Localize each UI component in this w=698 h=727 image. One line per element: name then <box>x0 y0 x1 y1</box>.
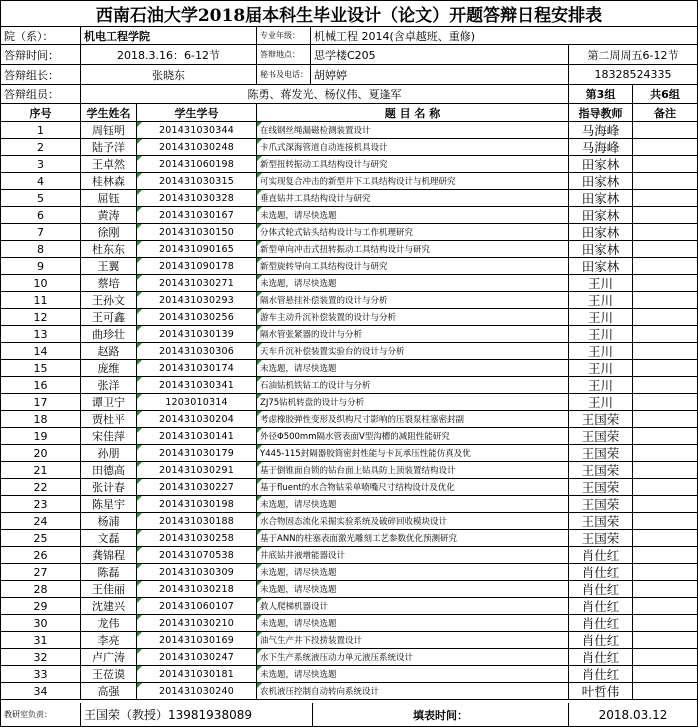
place-label: 答辩地点： <box>257 45 311 64</box>
cell-sid: 201431030174 <box>137 360 257 376</box>
cell-name: 王翼 <box>81 258 137 274</box>
cell-topic: Y445-115封隔器胶筒密封性能与卡瓦承压性能仿真及优 <box>257 445 569 461</box>
cell-seq: 8 <box>1 241 81 257</box>
cell-name: 曲珍壮 <box>81 326 137 342</box>
members-row <box>1 85 697 104</box>
cell-topic: 新型旋转导向工具结构设计与研究 <box>257 258 569 274</box>
cell-topic: 新型扭转振动工具结构设计与研究 <box>257 156 569 172</box>
cell-seq: 27 <box>1 564 81 580</box>
cell-topic: 井底钻井液增能器设计 <box>257 547 569 563</box>
members-label: 答辩组员： <box>1 85 81 103</box>
cell-name: 杨浦 <box>81 513 137 529</box>
cell-teacher: 王国荣 <box>569 411 633 427</box>
table-row <box>1 530 697 547</box>
table-row <box>1 156 697 173</box>
table-row <box>1 428 697 445</box>
cell-topic: 未选题，请尽快选题 <box>257 275 569 291</box>
cell-name: 赵路 <box>81 343 137 359</box>
cell-sid: 201431030188 <box>137 513 257 529</box>
cell-seq: 17 <box>1 394 81 410</box>
cell-sid: 201431030198 <box>137 496 257 512</box>
cell-teacher: 叶哲伟 <box>569 683 633 699</box>
cell-note <box>633 649 697 665</box>
cell-sid: 201431030309 <box>137 564 257 580</box>
cell-sid: 201431030315 <box>137 173 257 189</box>
cell-teacher: 肖仕红 <box>569 547 633 563</box>
table-row <box>1 649 697 666</box>
cell-sid: 201431030139 <box>137 326 257 342</box>
cell-teacher: 肖仕红 <box>569 649 633 665</box>
cell-name: 桂林森 <box>81 173 137 189</box>
cell-note <box>633 530 697 546</box>
cell-seq: 5 <box>1 190 81 206</box>
cell-note <box>633 292 697 308</box>
cell-topic: 基于ANN的柱塞表面激光雕刻工艺参数优化预测研究 <box>257 530 569 546</box>
cell-name: 贾杜平 <box>81 411 137 427</box>
cell-teacher: 田家林 <box>569 190 633 206</box>
secretary-label: 秘书及电话： <box>257 65 311 84</box>
table-row <box>1 275 697 292</box>
cell-topic: 油气生产井下投捞装置设计 <box>257 632 569 648</box>
college-label: 院（系）： <box>1 27 81 44</box>
cell-topic: 救人爬梯机器设计 <box>257 598 569 614</box>
cell-seq: 29 <box>1 598 81 614</box>
table-row <box>1 343 697 360</box>
cell-teacher: 王国荣 <box>569 445 633 461</box>
cell-teacher: 王川 <box>569 309 633 325</box>
table-row <box>1 598 697 615</box>
table-header <box>1 104 697 122</box>
cell-sid: 201431070538 <box>137 547 257 563</box>
table-row <box>1 496 697 513</box>
table-row <box>1 326 697 343</box>
table-row <box>1 445 697 462</box>
table-row <box>1 632 697 649</box>
cell-name: 王可鑫 <box>81 309 137 325</box>
cell-note <box>633 309 697 325</box>
cell-name: 王孙文 <box>81 292 137 308</box>
cell-teacher: 王国荣 <box>569 530 633 546</box>
cell-teacher: 田家林 <box>569 156 633 172</box>
cell-note <box>633 394 697 410</box>
major-label: 专业年级： <box>257 27 311 44</box>
cell-note <box>633 445 697 461</box>
cell-topic: 外径Φ500mm隔水管表面V型沟槽的减阻性能研究 <box>257 428 569 444</box>
cell-name: 王卓然 <box>81 156 137 172</box>
cell-note <box>633 513 697 529</box>
header-teacher: 指导教师 <box>569 104 633 121</box>
cell-seq: 24 <box>1 513 81 529</box>
sheet-title: 西南石油大学2018届本科生毕业设计（论文）开题答辩日程安排表 <box>95 6 603 26</box>
major-value: 机械工程 2014(含卓越班、重修) <box>314 29 476 43</box>
cell-topic: 未选题，请尽快选题 <box>257 360 569 376</box>
group-total: 共6组 <box>650 88 680 101</box>
cell-seq: 1 <box>1 122 81 138</box>
secretary-value: 胡婷婷 <box>311 65 569 84</box>
cell-sid: 201431030204 <box>137 411 257 427</box>
cell-name: 黄涛 <box>81 207 137 223</box>
cell-note <box>633 615 697 631</box>
cell-sid: 201431060198 <box>137 156 257 172</box>
time-label: 答辩时间： <box>1 45 81 64</box>
table-row <box>1 479 697 496</box>
cell-name: 卢广涛 <box>81 649 137 665</box>
group-number: 第3组 <box>569 85 633 103</box>
cell-sid: 201431030167 <box>137 207 257 223</box>
cell-note <box>633 139 697 155</box>
cell-teacher: 王国荣 <box>569 496 633 512</box>
cell-seq: 33 <box>1 666 81 682</box>
leader-row <box>1 65 697 85</box>
cell-seq: 20 <box>1 445 81 461</box>
members-value: 陈勇、蒋发光、杨仪伟、夏逢军 <box>81 85 569 103</box>
cell-seq: 21 <box>1 462 81 478</box>
cell-note <box>633 496 697 512</box>
cell-name: 文磊 <box>81 530 137 546</box>
cell-sid: 201431030240 <box>137 683 257 699</box>
cell-teacher: 田家林 <box>569 207 633 223</box>
table-row <box>1 411 697 428</box>
cell-note <box>633 428 697 444</box>
cell-note <box>633 683 697 699</box>
cell-teacher: 王川 <box>569 377 633 393</box>
footer-head-label: 教研室负责： <box>1 703 81 726</box>
cell-sid: 201431030258 <box>137 530 257 546</box>
table-row <box>1 513 697 530</box>
header-note: 备注 <box>654 106 676 120</box>
cell-seq: 26 <box>1 547 81 563</box>
table-row <box>1 377 697 394</box>
cell-topic: 基于fluent的水合物钻采单喷嘴尺寸结构设计及优化 <box>257 479 569 495</box>
cell-teacher: 王川 <box>569 292 633 308</box>
cell-note <box>633 479 697 495</box>
table-row <box>1 309 697 326</box>
header-name: 学生姓名 <box>81 104 137 121</box>
time-row <box>1 45 697 65</box>
cell-topic: 垂直钻井工具结构设计与研究 <box>257 190 569 206</box>
place-value: 思学楼C205 <box>311 45 569 64</box>
cell-note <box>633 666 697 682</box>
cell-seq: 6 <box>1 207 81 223</box>
cell-sid: 1203010314 <box>137 394 257 410</box>
table-row <box>1 139 697 156</box>
cell-topic: 基于倒锥面自锁的钻台面上钻具防上顶装置结构设计 <box>257 462 569 478</box>
cell-seq: 16 <box>1 377 81 393</box>
footer-date-value: 2018.03.12 <box>598 707 668 722</box>
cell-name: 沈建兴 <box>81 598 137 614</box>
cell-seq: 31 <box>1 632 81 648</box>
cell-topic: 未选题，请尽快选题 <box>257 564 569 580</box>
weekday-value: 第二周周五6-12节 <box>587 48 679 62</box>
footer-head-value: 王国荣（教授）13981938089 <box>81 703 313 726</box>
cell-note <box>633 343 697 359</box>
cell-teacher: 田家林 <box>569 224 633 240</box>
table-row <box>1 683 697 700</box>
cell-seq: 14 <box>1 343 81 359</box>
cell-topic: 新型单向冲击式扭转振动工具结构设计与研究 <box>257 241 569 257</box>
cell-name: 王莅谟 <box>81 666 137 682</box>
cell-note <box>633 564 697 580</box>
cell-seq: 28 <box>1 581 81 597</box>
cell-note <box>633 224 697 240</box>
cell-name: 张洋 <box>81 377 137 393</box>
cell-sid: 201431030247 <box>137 649 257 665</box>
cell-note <box>633 411 697 427</box>
cell-topic: 卡爪式深海管道自动连接机具设计 <box>257 139 569 155</box>
cell-topic: 考虑橡胶弹性变形及织构尺寸影响的压裂泵柱塞密封副 <box>257 411 569 427</box>
cell-seq: 18 <box>1 411 81 427</box>
cell-note <box>633 581 697 597</box>
cell-note <box>633 190 697 206</box>
cell-teacher: 肖仕红 <box>569 564 633 580</box>
cell-seq: 32 <box>1 649 81 665</box>
table-row <box>1 547 697 564</box>
cell-sid: 201431030248 <box>137 139 257 155</box>
cell-teacher: 肖仕红 <box>569 598 633 614</box>
cell-sid: 201431030210 <box>137 615 257 631</box>
cell-note <box>633 275 697 291</box>
cell-teacher: 王川 <box>569 394 633 410</box>
table-row <box>1 241 697 258</box>
college-value: 机电工程学院 <box>81 27 257 44</box>
cell-teacher: 马海峰 <box>569 122 633 138</box>
cell-topic: 天车升沉补偿装置实验台的设计与分析 <box>257 343 569 359</box>
footer-date-label: 填表时间： <box>313 703 569 726</box>
cell-seq: 12 <box>1 309 81 325</box>
table-row <box>1 122 697 139</box>
cell-seq: 7 <box>1 224 81 240</box>
header-sid: 学生学号 <box>137 104 257 121</box>
table-row <box>1 190 697 207</box>
cell-sid: 201431030150 <box>137 224 257 240</box>
cell-seq: 23 <box>1 496 81 512</box>
cell-topic: 未选题，请尽快选题 <box>257 496 569 512</box>
cell-sid: 201431030291 <box>137 462 257 478</box>
cell-seq: 9 <box>1 258 81 274</box>
cell-note <box>633 632 697 648</box>
cell-sid: 201431030344 <box>137 122 257 138</box>
cell-note <box>633 377 697 393</box>
table-row <box>1 666 697 683</box>
cell-sid: 201431090165 <box>137 241 257 257</box>
cell-note <box>633 547 697 563</box>
table-row <box>1 258 697 275</box>
cell-topic: 农机液压控制自动转向系统设计 <box>257 683 569 699</box>
cell-seq: 2 <box>1 139 81 155</box>
cell-name: 高强 <box>81 683 137 699</box>
table-row <box>1 360 697 377</box>
cell-sid: 201431030341 <box>137 377 257 393</box>
cell-name: 陈星宇 <box>81 496 137 512</box>
table-row <box>1 224 697 241</box>
table-row <box>1 564 697 581</box>
cell-teacher: 田家林 <box>569 173 633 189</box>
cell-note <box>633 258 697 274</box>
cell-note <box>633 122 697 138</box>
cell-teacher: 肖仕红 <box>569 666 633 682</box>
table-row <box>1 581 697 598</box>
cell-teacher: 王国荣 <box>569 513 633 529</box>
cell-teacher: 王川 <box>569 360 633 376</box>
cell-note <box>633 598 697 614</box>
cell-name: 龙伟 <box>81 615 137 631</box>
cell-teacher: 王国荣 <box>569 462 633 478</box>
cell-topic: 游车主动升沉补偿装置的设计与分析 <box>257 309 569 325</box>
cell-sid: 201431030293 <box>137 292 257 308</box>
cell-name: 王佳丽 <box>81 581 137 597</box>
cell-seq: 22 <box>1 479 81 495</box>
cell-name: 谭卫宁 <box>81 394 137 410</box>
cell-seq: 13 <box>1 326 81 342</box>
cell-teacher: 田家林 <box>569 241 633 257</box>
cell-teacher: 田家林 <box>569 258 633 274</box>
cell-teacher: 王川 <box>569 275 633 291</box>
title-row <box>1 1 697 27</box>
leader-label: 答辩组长： <box>1 65 81 84</box>
cell-sid: 201431030169 <box>137 632 257 648</box>
cell-name: 李亮 <box>81 632 137 648</box>
cell-topic: 未选题，请尽快选题 <box>257 615 569 631</box>
cell-teacher: 王国荣 <box>569 428 633 444</box>
phone-value: 18328524335 <box>594 68 672 81</box>
cell-seq: 19 <box>1 428 81 444</box>
cell-sid: 201431030181 <box>137 666 257 682</box>
cell-seq: 30 <box>1 615 81 631</box>
cell-note <box>633 207 697 223</box>
cell-sid: 201431030179 <box>137 445 257 461</box>
cell-teacher: 王国荣 <box>569 479 633 495</box>
cell-sid: 201431030141 <box>137 428 257 444</box>
cell-note <box>633 326 697 342</box>
cell-name: 孙朋 <box>81 445 137 461</box>
cell-note <box>633 462 697 478</box>
cell-seq: 10 <box>1 275 81 291</box>
cell-teacher: 马海峰 <box>569 139 633 155</box>
cell-name: 周钰明 <box>81 122 137 138</box>
cell-sid: 201431030256 <box>137 309 257 325</box>
cell-name: 龚锦程 <box>81 547 137 563</box>
cell-topic: 石油钻机铁钻工的设计与分析 <box>257 377 569 393</box>
cell-seq: 3 <box>1 156 81 172</box>
cell-sid: 201431030218 <box>137 581 257 597</box>
cell-note <box>633 241 697 257</box>
table-row <box>1 615 697 632</box>
cell-topic: 隔水管张紧器的设计与分析 <box>257 326 569 342</box>
cell-topic: 可实现复合冲击的新型井下工具结构设计与机理研究 <box>257 173 569 189</box>
cell-note <box>633 156 697 172</box>
table-row <box>1 292 697 309</box>
cell-name: 蔡培 <box>81 275 137 291</box>
cell-name: 杜东东 <box>81 241 137 257</box>
cell-name: 屈钰 <box>81 190 137 206</box>
cell-sid: 201431030328 <box>137 190 257 206</box>
cell-sid: 201431090178 <box>137 258 257 274</box>
cell-sid: 201431060107 <box>137 598 257 614</box>
cell-name: 张计春 <box>81 479 137 495</box>
cell-name: 陈磊 <box>81 564 137 580</box>
college-row <box>1 27 697 45</box>
table-row <box>1 173 697 190</box>
cell-seq: 4 <box>1 173 81 189</box>
cell-name: 庞维 <box>81 360 137 376</box>
cell-sid: 201431030271 <box>137 275 257 291</box>
cell-teacher: 肖仕红 <box>569 615 633 631</box>
cell-note <box>633 173 697 189</box>
cell-teacher: 王川 <box>569 326 633 342</box>
cell-name: 陆予洋 <box>81 139 137 155</box>
cell-teacher: 王川 <box>569 343 633 359</box>
table-row <box>1 394 697 411</box>
cell-topic: 分体式轮式钻头结构设计与工作机理研究 <box>257 224 569 240</box>
header-topic: 题 目 名 称 <box>257 104 569 121</box>
table-row <box>1 462 697 479</box>
cell-topic: ZJ75钻机转盘的设计与分析 <box>257 394 569 410</box>
cell-topic: 未选题，请尽快选题 <box>257 666 569 682</box>
cell-sid: 201431030227 <box>137 479 257 495</box>
cell-topic: 水合物固态流化采掘实验系统及破碎回收模块设计 <box>257 513 569 529</box>
header-seq: 序号 <box>1 104 81 121</box>
cell-name: 徐刚 <box>81 224 137 240</box>
cell-seq: 34 <box>1 683 81 699</box>
cell-name: 宋佳萍 <box>81 428 137 444</box>
cell-name: 田德高 <box>81 462 137 478</box>
cell-topic: 水下生产系统液压动力单元液压系统设计 <box>257 649 569 665</box>
cell-teacher: 肖仕红 <box>569 581 633 597</box>
cell-seq: 25 <box>1 530 81 546</box>
cell-seq: 15 <box>1 360 81 376</box>
table-row <box>1 207 697 224</box>
leader-value: 张晓东 <box>81 65 257 84</box>
cell-sid: 201431030306 <box>137 343 257 359</box>
cell-topic: 在线钢丝绳漏磁检测装置设计 <box>257 122 569 138</box>
cell-topic: 未选题，请尽快选题 <box>257 581 569 597</box>
cell-topic: 隔水管悬挂补偿装置的设计与分析 <box>257 292 569 308</box>
cell-seq: 11 <box>1 292 81 308</box>
footer-row <box>1 703 697 726</box>
cell-topic: 未选题，请尽快选题 <box>257 207 569 223</box>
time-value: 2018.3.16：6-12节 <box>81 45 257 64</box>
cell-teacher: 肖仕红 <box>569 632 633 648</box>
cell-note <box>633 360 697 376</box>
